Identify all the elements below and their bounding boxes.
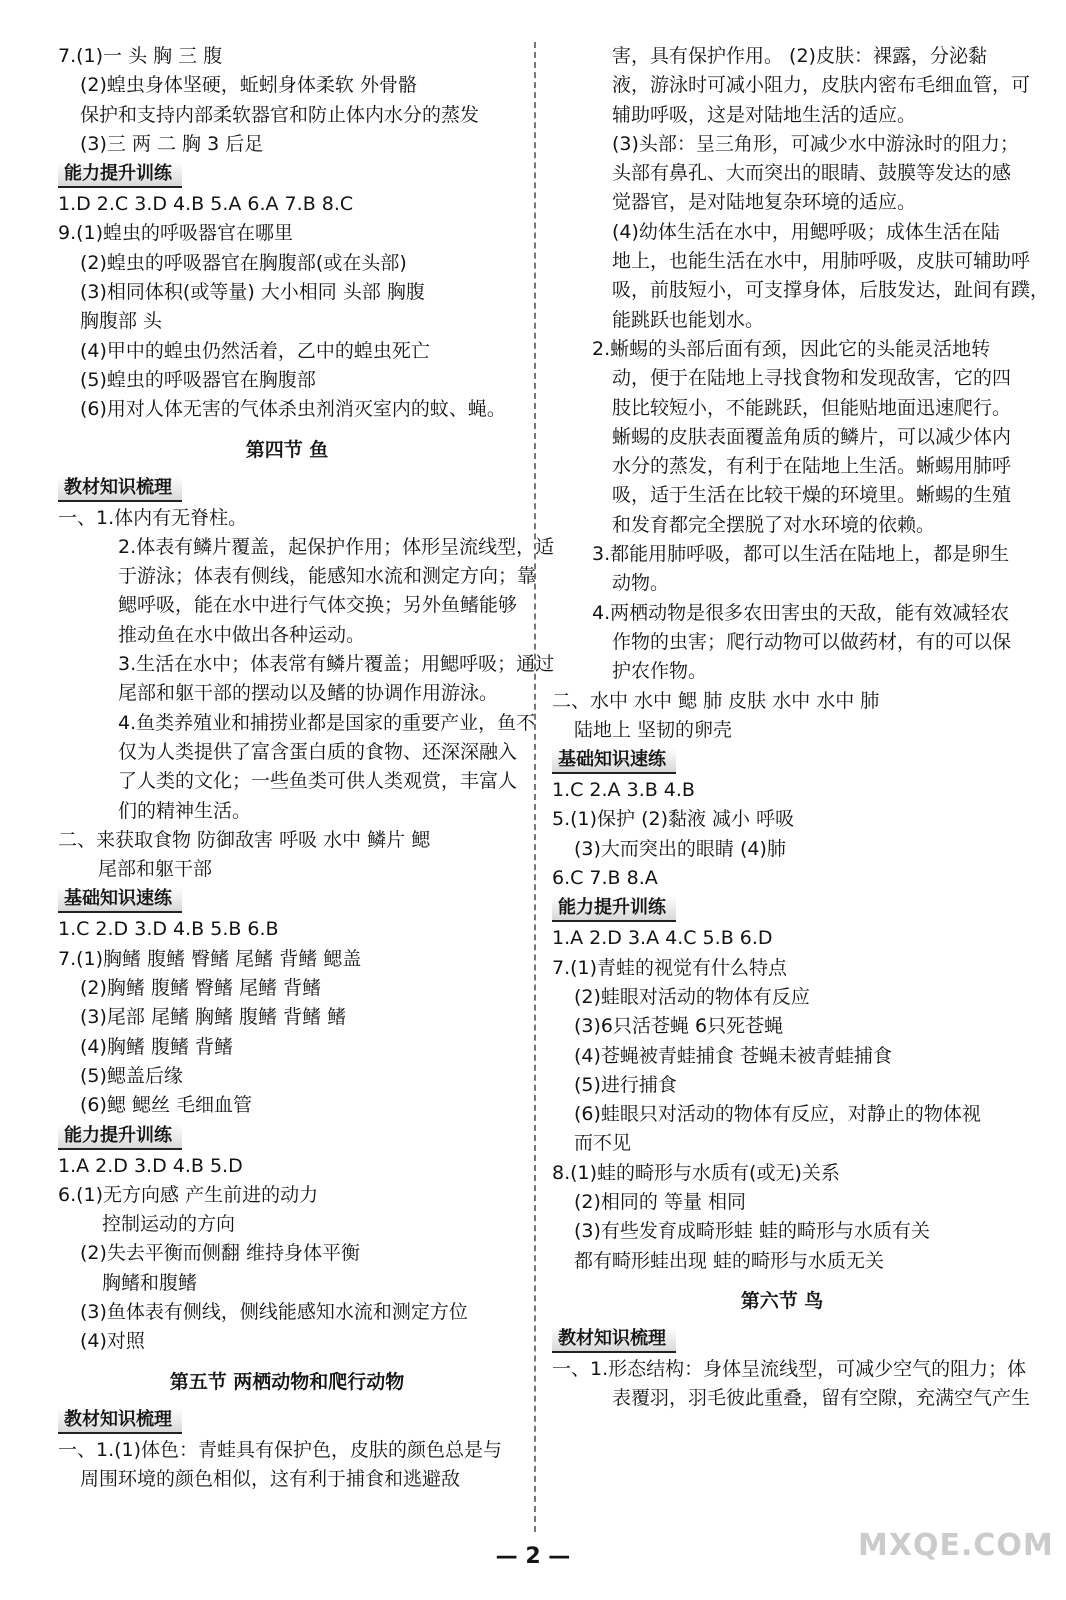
answer-line: 二、来获取食物 防御敌害 呼吸 水中 鳞片 鳃: [58, 828, 431, 851]
answer-line: 于游泳；体表有侧线，能感知水流和测定方向；靠: [118, 565, 537, 588]
answer-line: (4)对照: [80, 1330, 145, 1353]
page-number: — 2 —: [495, 1544, 571, 1569]
answer-line: 尾部和躯干部: [98, 858, 213, 881]
section-label: [552, 748, 1012, 772]
answer-line: (3)头部：呈三角形，可减少水中游泳时的阻力；: [612, 132, 1019, 155]
answer-line: 控制运动的方向: [102, 1213, 236, 1236]
answer-line: 2.体表有鳞片覆盖，起保护作用；体形呈流线型，适: [118, 535, 555, 558]
section-label-text: 能力提升训练: [58, 1124, 182, 1150]
section-heading: 第六节 鸟: [740, 1289, 824, 1312]
section-label: [58, 1124, 516, 1148]
answer-line: 作物的虫害；爬行动物可以做药材，有的可以保: [612, 630, 1012, 653]
answer-line: 一、1.(1)体色：青蛙具有保护色，皮肤的颜色总是与: [58, 1438, 503, 1461]
answer-line: 都有畸形蛙出现 蛙的畸形与水质无关: [574, 1249, 885, 1272]
answer-line: 护农作物。: [612, 660, 708, 683]
answer-line: 1.A 2.D 3.D 4.B 5.D: [58, 1154, 243, 1177]
answer-line: 肢比较短小，不能跳跃，但能贴地面迅速爬行。: [612, 396, 1012, 419]
answer-line: 液，游泳时可减小阻力，皮肤内密布毛细血管，可: [612, 74, 1031, 97]
answer-line: (6)鳃 鳃丝 毛细血管: [80, 1094, 252, 1117]
section-label-text: 基础知识速练: [552, 748, 676, 774]
answer-line: 1.C 2.A 3.B 4.B: [552, 779, 695, 802]
section-label: [58, 887, 516, 911]
answer-line: (5)进行捕食: [574, 1073, 677, 1096]
answer-line: 1.D 2.C 3.D 4.B 5.A 6.A 7.B 8.C: [58, 193, 354, 216]
answer-line: 表覆羽，羽毛彼此重叠，留有空隙，充满空气产生: [612, 1387, 1031, 1410]
section-label-text: 能力提升训练: [58, 162, 182, 188]
answer-line: 陆地上 坚韧的卵壳: [574, 718, 733, 741]
answer-line: (3)6只活苍蝇 6只死苍蝇: [574, 1015, 784, 1038]
answer-line: (3)鱼体表有侧线，侧线能感知水流和测定方位: [80, 1300, 468, 1323]
answer-line: (3)有些发育成畸形蛙 蛙的畸形与水质有关: [574, 1220, 930, 1243]
answer-line: 5.(1)保护 (2)黏液 减小 呼吸: [552, 808, 795, 831]
answer-line: 吸，适于生活在比较干燥的环境里。蜥蜴的生殖: [612, 484, 1012, 507]
answer-line: 8.(1)蛙的畸形与水质有(或无)关系: [552, 1161, 840, 1184]
answer-line: 水分的蒸发，有利于在陆地上生活。蜥蜴用肺呼: [612, 455, 1012, 478]
answer-line: 吸，前肢短小，可支撑身体，后肢发达，趾间有蹼，: [612, 279, 1050, 302]
answer-line: (2)相同的 等量 相同: [574, 1190, 746, 1213]
answer-line: 推动鱼在水中做出各种运动。: [118, 623, 366, 646]
answer-line: 1.A 2.D 3.A 4.C 5.B 6.D: [552, 927, 773, 950]
answer-line: (4)胸鳍 腹鳍 背鳍: [80, 1035, 233, 1058]
answer-line: 们的精神生活。: [118, 799, 252, 822]
answer-line: 3.都能用肺呼吸，都可以生活在陆地上，都是卵生: [592, 543, 1010, 566]
answer-line: 胸腹部 头: [80, 310, 163, 333]
answer-line: 动物。: [612, 572, 670, 595]
section-label: [58, 476, 516, 500]
answer-line: (5)鳃盖后缘: [80, 1064, 183, 1087]
section-label-text: 能力提升训练: [552, 896, 676, 922]
section-label: [552, 1327, 1012, 1351]
answer-line: 能跳跃也能划水。: [612, 308, 765, 331]
right-column: [552, 42, 1050, 1413]
column-divider: [534, 42, 536, 1532]
answer-line: 保护和支持内部柔软器官和防止体内水分的蒸发: [80, 103, 480, 126]
answer-line: (5)蝗虫的呼吸器官在胸腹部: [80, 368, 316, 391]
answer-line: (4)苍蝇被青蛙捕食 苍蝇未被青蛙捕食: [574, 1044, 892, 1067]
answer-line: (2)蝗虫的呼吸器官在胸腹部(或在头部): [80, 251, 407, 274]
answer-line: 6.C 7.B 8.A: [552, 867, 658, 890]
answer-line: 1.C 2.D 3.D 4.B 5.B 6.B: [58, 918, 279, 941]
answer-line: (4)甲中的蝗虫仍然活着，乙中的蝗虫死亡: [80, 339, 430, 362]
answer-line: 仅为人类提供了富含蛋白质的食物、还深深融入: [118, 740, 518, 763]
left-column: [58, 42, 555, 1494]
answer-line: 4.两栖动物是很多农田害虫的天敌，能有效减轻农: [592, 601, 1010, 624]
answer-line: (6)蛙眼只对活动的物体有反应，对静止的物体视: [574, 1103, 981, 1126]
section-label-text: 教材知识梳理: [58, 476, 182, 502]
section-label: [58, 162, 516, 186]
answer-line: (3)相同体积(或等量) 大小相同 头部 胸腹: [80, 281, 425, 304]
answer-line: (4)幼体生活在水中，用鳃呼吸；成体生活在陆: [612, 220, 1000, 243]
answer-line: 动，便于在陆地上寻找食物和发现敌害，它的四: [612, 367, 1012, 390]
answer-line: (3)大而突出的眼睛 (4)肺: [574, 837, 786, 860]
answer-line: 尾部和躯干部的摆动以及鳍的协调作用游泳。: [118, 682, 499, 705]
answer-line: 7.(1)胸鳍 腹鳍 臀鳍 尾鳍 背鳍 鳃盖: [58, 947, 362, 970]
answer-line: 鳃呼吸，能在水中进行气体交换；另外鱼鳍能够: [118, 594, 518, 617]
answer-line: 地上，也能生活在水中，用肺呼吸，皮肤可辅助呼: [612, 250, 1031, 273]
section-label-text: 基础知识速练: [58, 887, 182, 913]
answer-line: 胸鳍和腹鳍: [102, 1271, 198, 1294]
answer-line: (3)尾部 尾鳍 胸鳍 腹鳍 背鳍 鳍: [80, 1006, 347, 1029]
answer-line: 3.生活在水中；体表常有鳞片覆盖；用鳃呼吸；通过: [118, 653, 555, 676]
answer-line: 6.(1)无方向感 产生前进的动力: [58, 1183, 319, 1206]
answer-line: 7.(1)青蛙的视觉有什么特点: [552, 956, 788, 979]
answer-line: 和发育都完全摆脱了对水环境的依赖。: [612, 513, 936, 536]
answer-line: (2)蛙眼对活动的物体有反应: [574, 985, 810, 1008]
watermark-logo: MXQE.COM: [858, 1528, 1054, 1563]
answer-line: 一、1.形态结构：身体呈流线型，可减少空气的阻力；体: [552, 1357, 1027, 1380]
answer-line: (2)胸鳍 腹鳍 臀鳍 尾鳍 背鳍: [80, 977, 322, 1000]
answer-line: 7.(1)一 头 胸 三 腹: [58, 45, 223, 67]
section-label-text: 教材知识梳理: [552, 1327, 676, 1353]
answer-line: 而不见: [574, 1132, 632, 1155]
answer-line: 周围环境的颜色相似，这有利于捕食和逃避敌: [80, 1467, 461, 1490]
section-label: [552, 896, 1012, 920]
answer-line: 害，具有保护作用。 (2)皮肤：裸露，分泌黏: [612, 45, 987, 67]
answer-line: 了人类的文化；一些鱼类可供人类观赏，丰富人: [118, 770, 518, 793]
answer-line: 9.(1)蝗虫的呼吸器官在哪里: [58, 222, 294, 245]
answer-line: 辅助呼吸，这是对陆地生活的适应。: [612, 103, 917, 126]
answer-line: (6)用对人体无害的气体杀虫剂消灭室内的蚊、蝇。: [80, 398, 506, 421]
answer-line: (2)蝗虫身体坚硬，蚯蚓身体柔软 外骨骼: [80, 74, 417, 97]
answer-line: 一、1.体内有无脊柱。: [58, 506, 248, 529]
answer-line: 蜥蜴的皮肤表面覆盖角质的鳞片，可以减少体内: [612, 425, 1012, 448]
section-label-text: 教材知识梳理: [58, 1408, 182, 1434]
section-heading: 第五节 两栖动物和爬行动物: [169, 1370, 405, 1393]
section-heading: 第四节 鱼: [245, 438, 329, 461]
answer-line: 头部有鼻孔、大而突出的眼睛、鼓膜等发达的感: [612, 162, 1012, 185]
answer-line: 二、水中 水中 鳃 肺 皮肤 水中 水中 肺: [552, 689, 880, 712]
answer-line: 2.蜥蜴的头部后面有颈，因此它的头能灵活地转: [592, 337, 991, 360]
answer-line: (2)失去平衡而侧翻 维持身体平衡: [80, 1242, 360, 1265]
answer-line: (3)三 两 二 胸 3 后足: [80, 132, 264, 155]
answer-line: 4.鱼类养殖业和捕捞业都是国家的重要产业，鱼不: [118, 711, 536, 734]
section-label: [58, 1408, 516, 1432]
answer-line: 觉器官，是对陆地复杂环境的适应。: [612, 191, 917, 214]
